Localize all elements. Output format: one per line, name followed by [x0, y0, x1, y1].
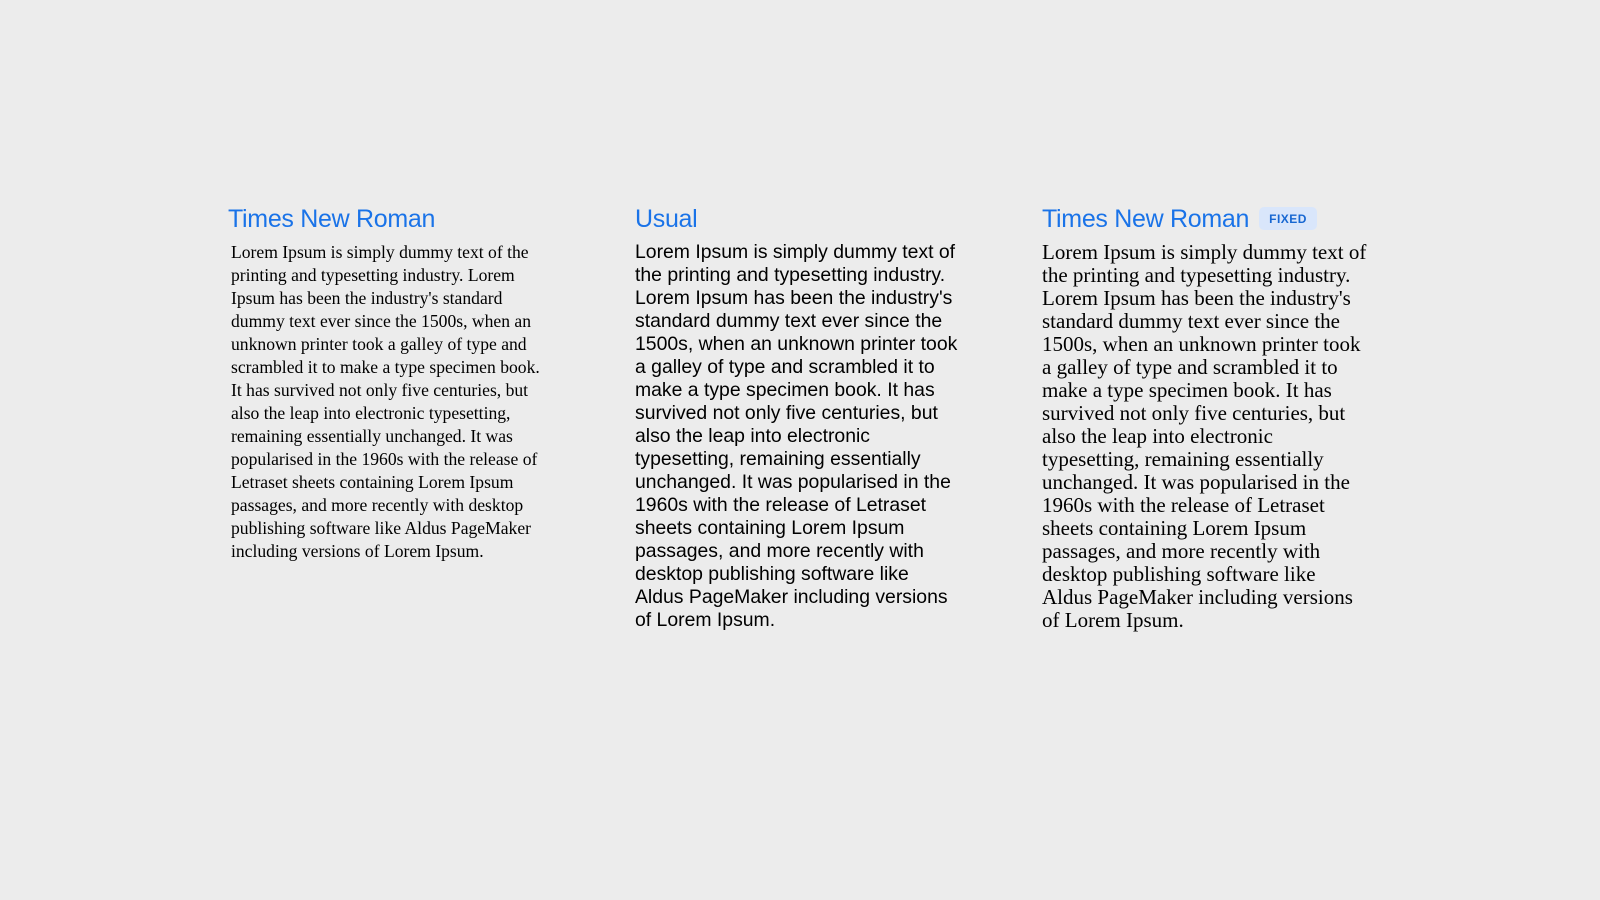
- fixed-badge: FIXED: [1259, 207, 1317, 230]
- column-times-new-roman-fixed: [1042, 203, 1368, 632]
- column-header: [228, 203, 551, 235]
- column-times-new-roman-fallback: [228, 203, 551, 563]
- column-header: [1042, 203, 1368, 235]
- column-heading-usual: Usual: [635, 205, 698, 233]
- lorem-ipsum-paragraph-sans: Lorem Ipsum is simply dummy text of the printing and typesetting industry. Lorem Ipsum has been the industry's standard dummy text ever since the 1500s, when an unknown printer took a galley of type and scrambled it to make a type specimen book. It has survived not only five centuries, but also the leap into electronic typesetting, remaining essentially unchanged. It was popularised in the 1960s with the release of Letraset sheets containing Lorem Ipsum passages, and more recently with desktop publishing software like Aldus PageMaker including versions of Lorem Ipsum.: [635, 241, 958, 631]
- column-usual: [635, 203, 958, 632]
- lorem-ipsum-paragraph-serif-fixed: Lorem Ipsum is simply dummy text of the printing and typesetting industry. Lorem Ipsum has been the industry's standard dummy text ever since the 1500s, when an unknown printer took a galley of type and scrambled it to make a type specimen book. It has survived not only five centuries, but also the leap into electronic typesetting, remaining essentially unchanged. It was popularised in the 1960s with the release of Letraset sheets containing Lorem Ipsum passages, and more recently with desktop publishing software like Aldus PageMaker including versions of Lorem Ipsum.: [1042, 240, 1367, 632]
- lorem-ipsum-paragraph-serif: Lorem Ipsum is simply dummy text of the printing and typesetting industry. Lorem Ipsum has been the industry's standard dummy text ever since the 1500s, when an unknown printer took a galley of type and scrambled it to make a type specimen book. It has survived not only five centuries, but also the leap into electronic typesetting, remaining essentially unchanged. It was popularised in the 1960s with the release of Letraset sheets containing Lorem Ipsum passages, and more recently with desktop publishing software like Aldus PageMaker including versions of Lorem Ipsum.: [231, 242, 540, 561]
- column-header: [635, 203, 958, 235]
- column-heading-times-new-roman-fixed: Times New Roman: [1042, 205, 1250, 233]
- column-heading-times-new-roman: Times New Roman: [228, 205, 436, 233]
